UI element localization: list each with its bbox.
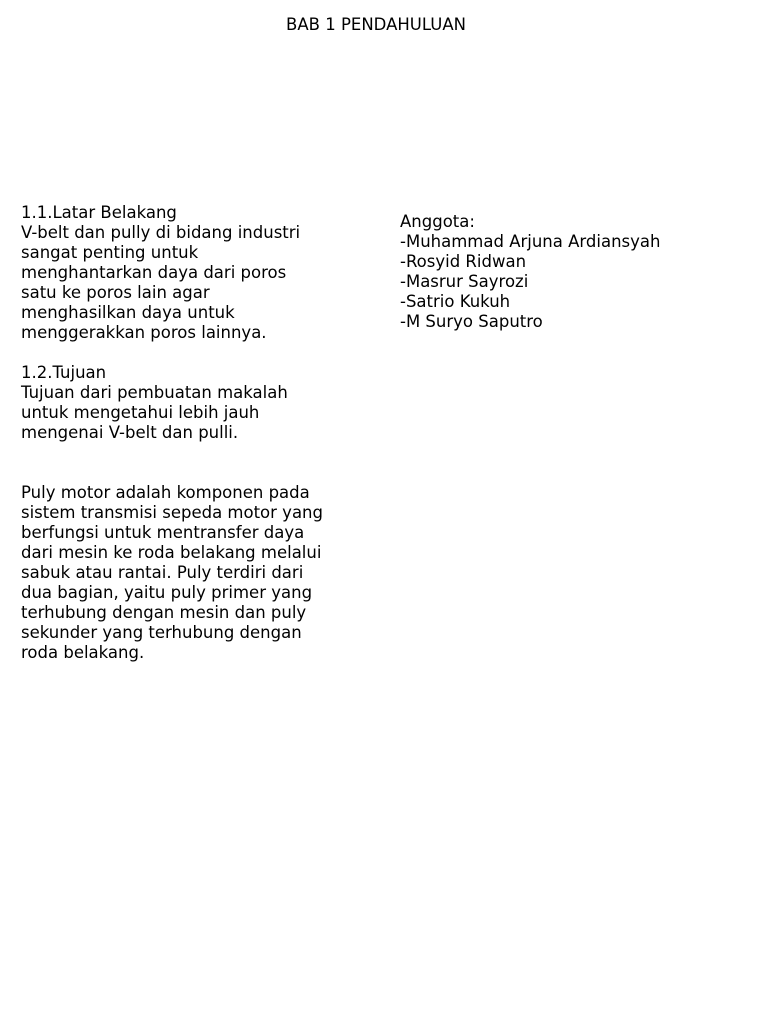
section-pully-line: dari mesin ke roda belakang melalui: [21, 543, 322, 562]
section-goal-line: untuk mengetahui lebih jauh: [21, 403, 260, 422]
section-background-line: V-belt dan pully di bidang industri: [21, 223, 301, 242]
member-name: -Satrio Kukuh: [400, 292, 511, 311]
page-title: BAB 1 PENDAHULUAN: [286, 15, 466, 34]
section-goal-line: mengenai V-belt dan pulli.: [21, 423, 239, 442]
section-pully-line: sabuk atau rantai. Puly terdiri dari: [21, 563, 304, 582]
member-name: -Muhammad Arjuna Ardiansyah: [400, 232, 661, 251]
left-column: [21, 203, 366, 663]
section-pully-line: dua bagian, yaitu puly primer yang: [21, 583, 313, 602]
section-background-line: satu ke poros lain agar: [21, 283, 210, 302]
section-background-line: menghantarkan daya dari poros: [21, 263, 287, 282]
section-background-line: menghasilkan daya untuk: [21, 303, 235, 322]
spacer: [21, 343, 366, 363]
member-name: -Masrur Sayrozi: [400, 272, 529, 291]
spacer: [21, 443, 366, 483]
section-goal-line: Tujuan dari pembuatan makalah: [21, 383, 288, 402]
member-name: -Rosyid Ridwan: [400, 252, 527, 271]
section-pully-line: berfungsi untuk mentransfer daya: [21, 523, 305, 542]
section-pully-line: roda belakang.: [21, 643, 145, 662]
section-background-heading: 1.1.Latar Belakang: [21, 203, 177, 222]
section-background-line: menggerakkan poros lainnya.: [21, 323, 267, 342]
members-heading: Anggota:: [400, 212, 475, 231]
section-background-line: sangat penting untuk: [21, 243, 199, 262]
section-pully-line: Puly motor adalah komponen pada: [21, 483, 310, 502]
section-pully-line: terhubung dengan mesin dan puly: [21, 603, 307, 622]
section-pully-line: sekunder yang terhubung dengan: [21, 623, 302, 642]
section-background: [21, 203, 366, 343]
section-pully-line: sistem transmisi sepeda motor yang: [21, 503, 323, 522]
members-list: [400, 212, 740, 332]
section-goal: [21, 363, 366, 443]
section-pully: [21, 483, 366, 663]
section-goal-heading: 1.2.Tujuan: [21, 363, 107, 382]
member-name: -M Suryo Saputro: [400, 312, 543, 331]
